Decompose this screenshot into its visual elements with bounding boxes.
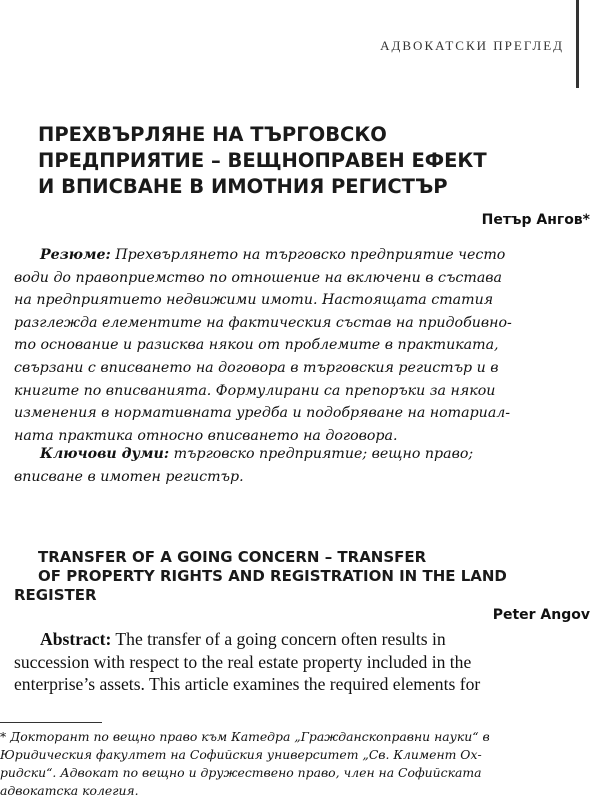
title-line: ПРЕДПРИЯТИЕ – ВЕЩНОПРАВЕН ЕФЕКТ	[38, 149, 487, 172]
abstract-line	[14, 628, 600, 651]
title-line: ПРЕХВЪРЛЯНЕ НА ТЪРГОВСКО	[38, 123, 387, 146]
header-rule	[576, 0, 579, 88]
article-title-en	[14, 548, 600, 605]
abstract-line: succession with respect to the real estate property included in the	[14, 651, 472, 672]
abstract-line	[14, 244, 600, 267]
abstract-en	[14, 628, 600, 696]
article-title-bg	[38, 122, 578, 200]
title-line: OF PROPERTY RIGHTS AND REGISTRATION IN THE LAND	[38, 567, 507, 585]
abstract-label: Резюме:	[40, 247, 111, 263]
footnote	[0, 728, 600, 800]
abstract-text: Прехвърлянето на търговско предприятие често	[110, 247, 506, 263]
abstract-line: enterprise’s assets. This article examines the required elements for	[14, 674, 481, 695]
keywords-bg	[14, 443, 600, 488]
abstract-line: разглежда елементите на фактическия състав на придобивно-	[14, 314, 512, 331]
keywords-label: Ключови думи:	[40, 446, 170, 462]
footnote-line: Юридическия факултет на Софийския университет „Св. Климент Ох-	[0, 747, 482, 762]
abstract-label: Abstract:	[40, 629, 112, 649]
abstract-line: свързани с вписването на договора в търговския регистър и в	[14, 359, 499, 376]
footnote-rule	[0, 722, 102, 723]
footnote-line: * Докторант по вещно право към Катедра „Гражданскоправни науки“ в	[0, 729, 490, 744]
abstract-text: The transfer of a going concern often results in	[111, 629, 446, 649]
keywords-line: вписване в имотен регистър.	[14, 468, 244, 485]
keywords-text: търговско предприятие; вещно право;	[169, 446, 474, 462]
keywords-line	[14, 443, 600, 466]
running-header: АДВОКАТСКИ ПРЕГЛЕД	[380, 38, 564, 53]
abstract-line: ната практика относно вписването на договора.	[14, 427, 398, 444]
abstract-line: води до правоприемство по отношение на включени в състава	[14, 269, 503, 286]
abstract-line: то основание и разисква някои от проблемите в практиката,	[14, 337, 499, 354]
title-line: И ВПИСВАНЕ В ИМОТНИЯ РЕГИСТЪР	[38, 175, 448, 198]
title-line: TRANSFER OF A GOING CONCERN – TRANSFER	[38, 548, 427, 566]
abstract-line: книгите по вписванията. Формулирани са препоръки за някои	[14, 382, 496, 399]
author-name-en: Peter Angov	[492, 607, 590, 623]
abstract-bg	[14, 244, 600, 447]
title-line: REGISTER	[14, 586, 97, 604]
footnote-line: адвокатска колегия.	[0, 783, 139, 798]
abstract-line: на предприятието недвижими имоти. Настоящата статия	[14, 292, 494, 309]
author-name-bg: Петър Ангов*	[481, 212, 590, 228]
abstract-line: изменения в нормативната уредба и подобряване на нотариал-	[14, 405, 511, 422]
footnote-line: ридски“. Адвокат по вещно и дружествено право, член на Софийската	[0, 765, 482, 780]
